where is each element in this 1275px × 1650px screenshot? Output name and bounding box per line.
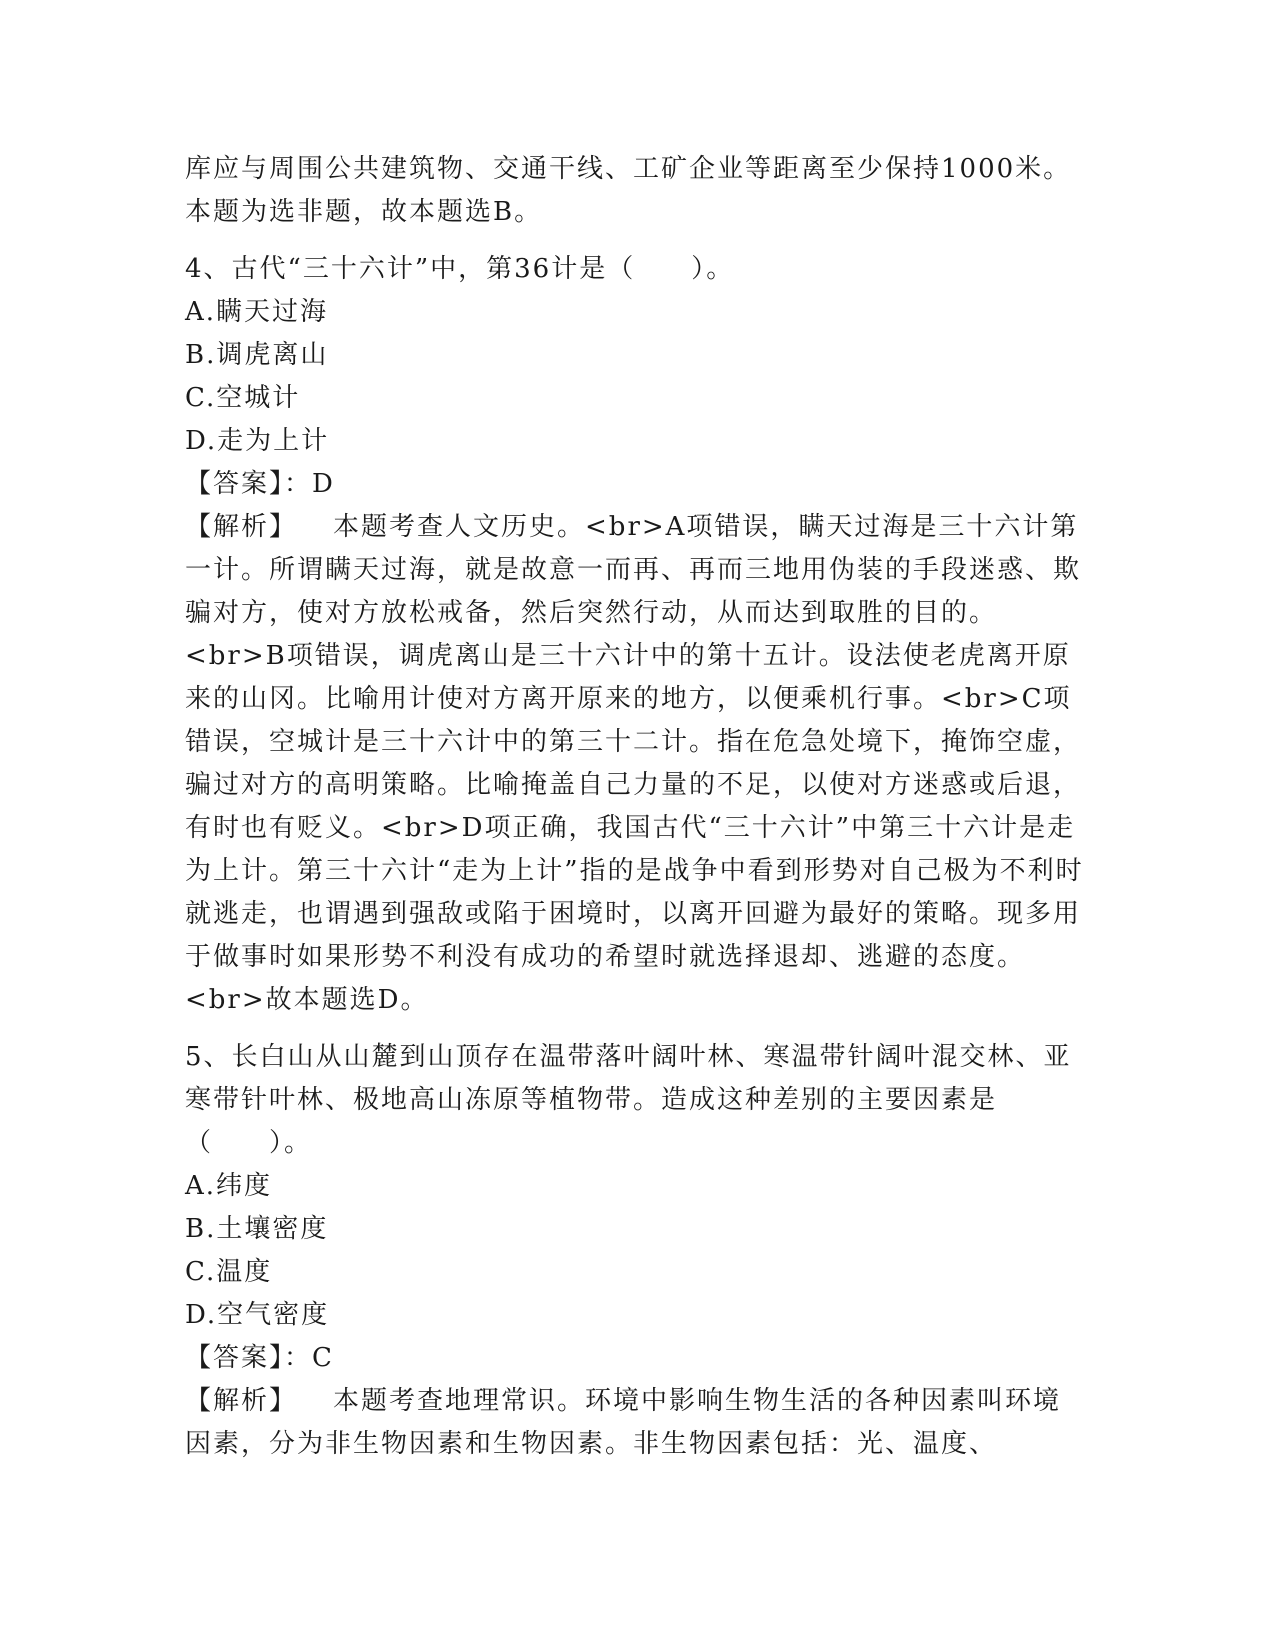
analysis-label: 【解析】 bbox=[185, 1386, 298, 1416]
option-c: C.空城计 bbox=[185, 383, 301, 413]
option-d: D.走为上计 bbox=[185, 426, 330, 456]
answer-line bbox=[185, 1337, 1085, 1380]
previous-explanation-tail: 库应与周围公共建筑物、交通干线、工矿企业等距离至少保持1000米。本题为选非题，故本题选B。 bbox=[185, 154, 1072, 227]
answer-label: 【答案】： bbox=[185, 1343, 313, 1373]
spacer bbox=[185, 234, 1085, 248]
answer-label: 【答案】： bbox=[185, 469, 313, 499]
option-d: D.空气密度 bbox=[185, 1300, 330, 1330]
analysis-label: 【解析】 bbox=[185, 512, 298, 542]
question-stem: 4、古代“三十六计”中，第36计是（ ）。 bbox=[185, 254, 735, 284]
question-stem: 5、长白山从山麓到山顶存在温带落叶阔叶林、寒温带针阔叶混交林、亚寒带针叶林、极地高山冻原等植物带。造成这种差别的主要因素是（ ）。 bbox=[185, 1042, 1072, 1158]
answer-value: C bbox=[312, 1343, 334, 1373]
option-b: B.调虎离山 bbox=[185, 340, 329, 370]
question-5 bbox=[185, 1036, 1085, 1466]
option-c: C.温度 bbox=[185, 1257, 273, 1287]
answer-line bbox=[185, 463, 1085, 506]
answer-value: D bbox=[312, 469, 335, 499]
question-4 bbox=[185, 248, 1085, 1022]
option-b: B.土壤密度 bbox=[185, 1214, 329, 1244]
document-page bbox=[185, 148, 1085, 1466]
analysis-text: 本题考查人文历史。<br>A项错误，瞒天过海是三十六计第一计。所谓瞒天过海，就是故意一而再、再而三地用伪装的手段迷惑、欺骗对方，使对方放松戒备，然后突然行动，从而达到取胜的目的。<br>B项错误，调虎离山是三十六计中的第十五计。设法使老虎离开原来的山冈。比喻用计使对方离开原来的地方，以便乘机行事。<br>C项错误，空城计是三十六计中的第三十二计。指在危急处境下，掩饰空虚，骗过对方的高明策略。比喻掩盖自己力量的不足，以使对方迷惑或后退，有时也有贬义。<br>D项正确，我国古代“三十六计”中第三十六计是走为上计。第三十六计“走为上计”指的是战争中看到形势对自己极为不利时就逃走，也谓遇到强敌或陷于困境时，以离开回避为最好的策略。现多用于做事时如果形势不利没有成功的希望时就选择退却、逃避的态度。<br>故本题选D。 bbox=[185, 512, 1084, 1015]
spacer bbox=[185, 1022, 1085, 1036]
analysis bbox=[185, 1380, 1085, 1466]
analysis bbox=[185, 506, 1085, 1022]
analysis-text: 本题考查地理常识。环境中影响生物生活的各种因素叫环境因素，分为非生物因素和生物因素。非生物因素包括：光、温度、 bbox=[185, 1386, 1062, 1459]
option-a: A.纬度 bbox=[185, 1171, 273, 1201]
option-a: A.瞒天过海 bbox=[185, 297, 329, 327]
